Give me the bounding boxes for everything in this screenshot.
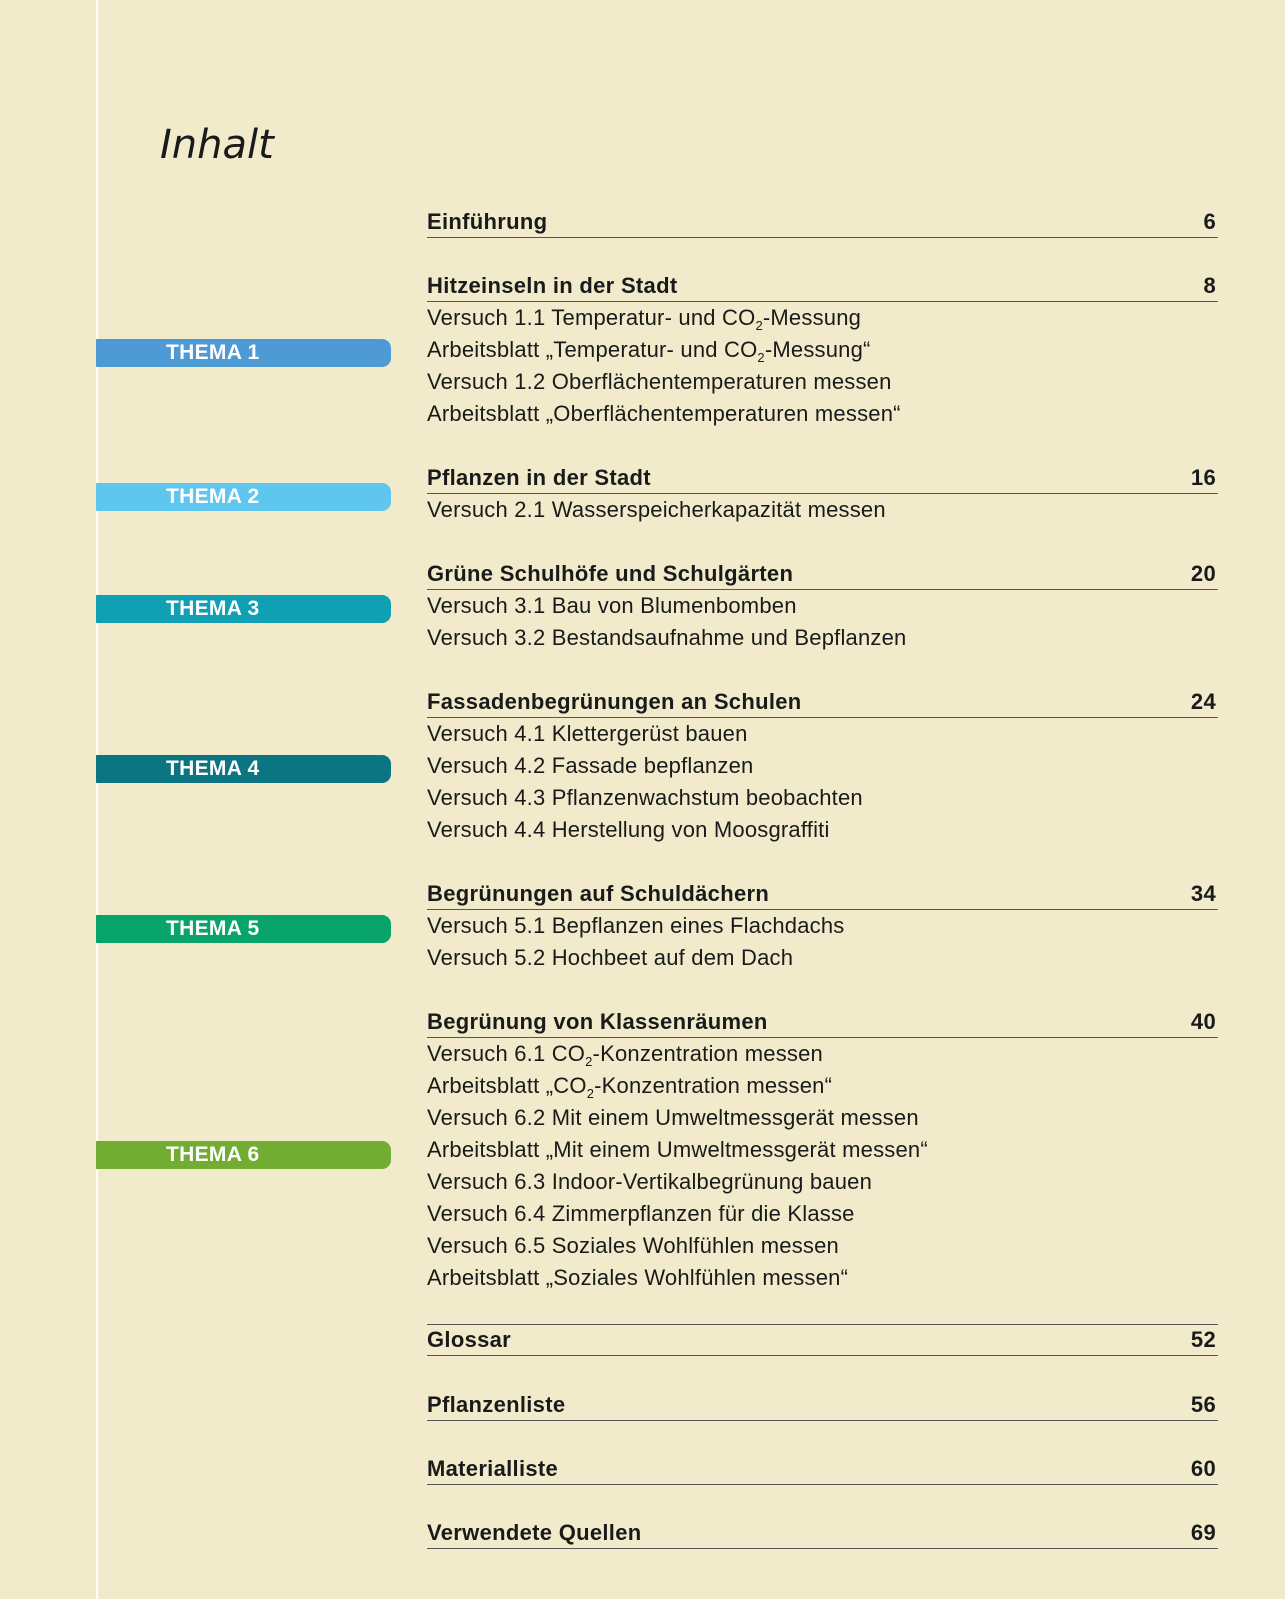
toc-item[interactable]: Versuch 5.2 Hochbeet auf dem Dach: [427, 945, 794, 970]
toc-item[interactable]: Versuch 5.1 Bepflanzen eines Flachdachs: [427, 913, 845, 938]
thema-3-tab: THEMA 3: [96, 595, 391, 623]
toc-heading-pflanzen[interactable]: [427, 463, 1218, 494]
toc-heading-title: Begrünung von Klassenräumen: [427, 1009, 768, 1034]
toc-item[interactable]: Versuch 1.2 Oberflächentemperaturen messen: [427, 369, 892, 394]
toc-heading-title: Begrünungen auf Schuldächern: [427, 881, 770, 906]
toc-heading-page: 40: [1190, 1009, 1216, 1034]
toc-heading-title: Fassadenbegrünungen an Schulen: [427, 689, 802, 714]
toc-item[interactable]: Versuch 4.1 Klettergerüst bauen: [427, 721, 748, 746]
toc-heading-title: Hitzeinseln in der Stadt: [427, 273, 678, 298]
toc-item[interactable]: Versuch 6.2 Mit einem Umweltmessgerät messen: [427, 1105, 919, 1130]
toc-item[interactable]: Versuch 6.3 Indoor-Vertikalbegrünung bauen: [427, 1169, 873, 1194]
toc-item[interactable]: Versuch 6.5 Soziales Wohlfühlen messen: [427, 1233, 839, 1258]
toc-heading-page: 52: [1190, 1327, 1216, 1352]
toc-item[interactable]: Versuch 6.4 Zimmerpflanzen für die Klasse: [427, 1201, 855, 1226]
toc-heading-materialliste[interactable]: [427, 1454, 1218, 1485]
toc-item[interactable]: Versuch 4.3 Pflanzenwachstum beobachten: [427, 785, 863, 810]
toc-heading-page: 20: [1190, 561, 1216, 586]
toc-item[interactable]: Arbeitsblatt „Temperatur- und $CO_2-Messung“$: [427, 337, 871, 365]
toc-item[interactable]: Arbeitsblatt „Soziales Wohlfühlen messen“: [427, 1265, 849, 1290]
toc-heading-schuldaecher[interactable]: [427, 879, 1218, 910]
toc-item[interactable]: Arbeitsblatt „Mit einem Umweltmessgerät messen“: [427, 1137, 928, 1162]
toc-heading-hitzeinseln[interactable]: [427, 271, 1218, 302]
toc-heading-title: Glossar: [427, 1327, 512, 1352]
page-title: Inhalt: [160, 122, 274, 168]
toc-item[interactable]: Versuch 6.1 $CO_2$-Konzentration messen: [427, 1041, 823, 1069]
toc-item[interactable]: Versuch 2.1 Wasserspeicherkapazität messen: [427, 497, 886, 522]
thema-5-tab: THEMA 5: [96, 915, 391, 943]
toc-heading-pflanzenliste[interactable]: [427, 1390, 1218, 1421]
toc-item[interactable]: Versuch 4.4 Herstellung von Moosgraffiti: [427, 817, 830, 842]
toc-heading-title: Verwendete Quellen: [427, 1520, 642, 1545]
toc-heading-page: 56: [1190, 1392, 1216, 1417]
toc-heading-schulhoefe[interactable]: [427, 559, 1218, 590]
toc-heading-fassaden[interactable]: [427, 687, 1218, 718]
toc-heading-page: 6: [1203, 209, 1216, 234]
thema-2-tab: THEMA 2: [96, 483, 391, 511]
toc-heading-page: 16: [1190, 465, 1216, 490]
toc-item[interactable]: Arbeitsblatt „Oberflächentemperaturen messen“: [427, 401, 901, 426]
toc-heading-einfuehrung[interactable]: [427, 207, 1218, 238]
toc-item[interactable]: Versuch 3.1 Bau von Blumenbomben: [427, 593, 797, 618]
toc-heading-page: 24: [1190, 689, 1216, 714]
toc-heading-title: Einführung: [427, 209, 548, 234]
toc-heading-glossar[interactable]: [427, 1324, 1218, 1356]
thema-6-tab: THEMA 6: [96, 1141, 391, 1169]
toc-heading-quellen[interactable]: [427, 1518, 1218, 1549]
thema-4-tab: THEMA 4: [96, 755, 391, 783]
toc-heading-page: 8: [1203, 273, 1216, 298]
toc-heading-title: Pflanzen in der Stadt: [427, 465, 651, 490]
margin-line: [96, 0, 98, 1599]
toc-item[interactable]: Versuch 4.2 Fassade bepflanzen: [427, 753, 754, 778]
toc-heading-klassenraeume[interactable]: [427, 1007, 1218, 1038]
toc-item[interactable]: Versuch 3.2 Bestandsaufnahme und Bepflanzen: [427, 625, 907, 650]
toc-heading-page: 60: [1190, 1456, 1216, 1481]
toc-heading-title: Materialliste: [427, 1456, 559, 1481]
toc-heading-page: 34: [1190, 881, 1216, 906]
toc-heading-title: Pflanzenliste: [427, 1392, 566, 1417]
toc-heading-page: 69: [1190, 1520, 1216, 1545]
toc-item[interactable]: Versuch 1.1 Temperatur- und $CO_2$-Messung: [427, 305, 862, 333]
toc-heading-title: Grüne Schulhöfe und Schulgärten: [427, 561, 794, 586]
thema-1-tab: THEMA 1: [96, 339, 391, 367]
toc-item[interactable]: Arbeitsblatt $„CO_2$-Konzentration messen“: [427, 1073, 833, 1101]
